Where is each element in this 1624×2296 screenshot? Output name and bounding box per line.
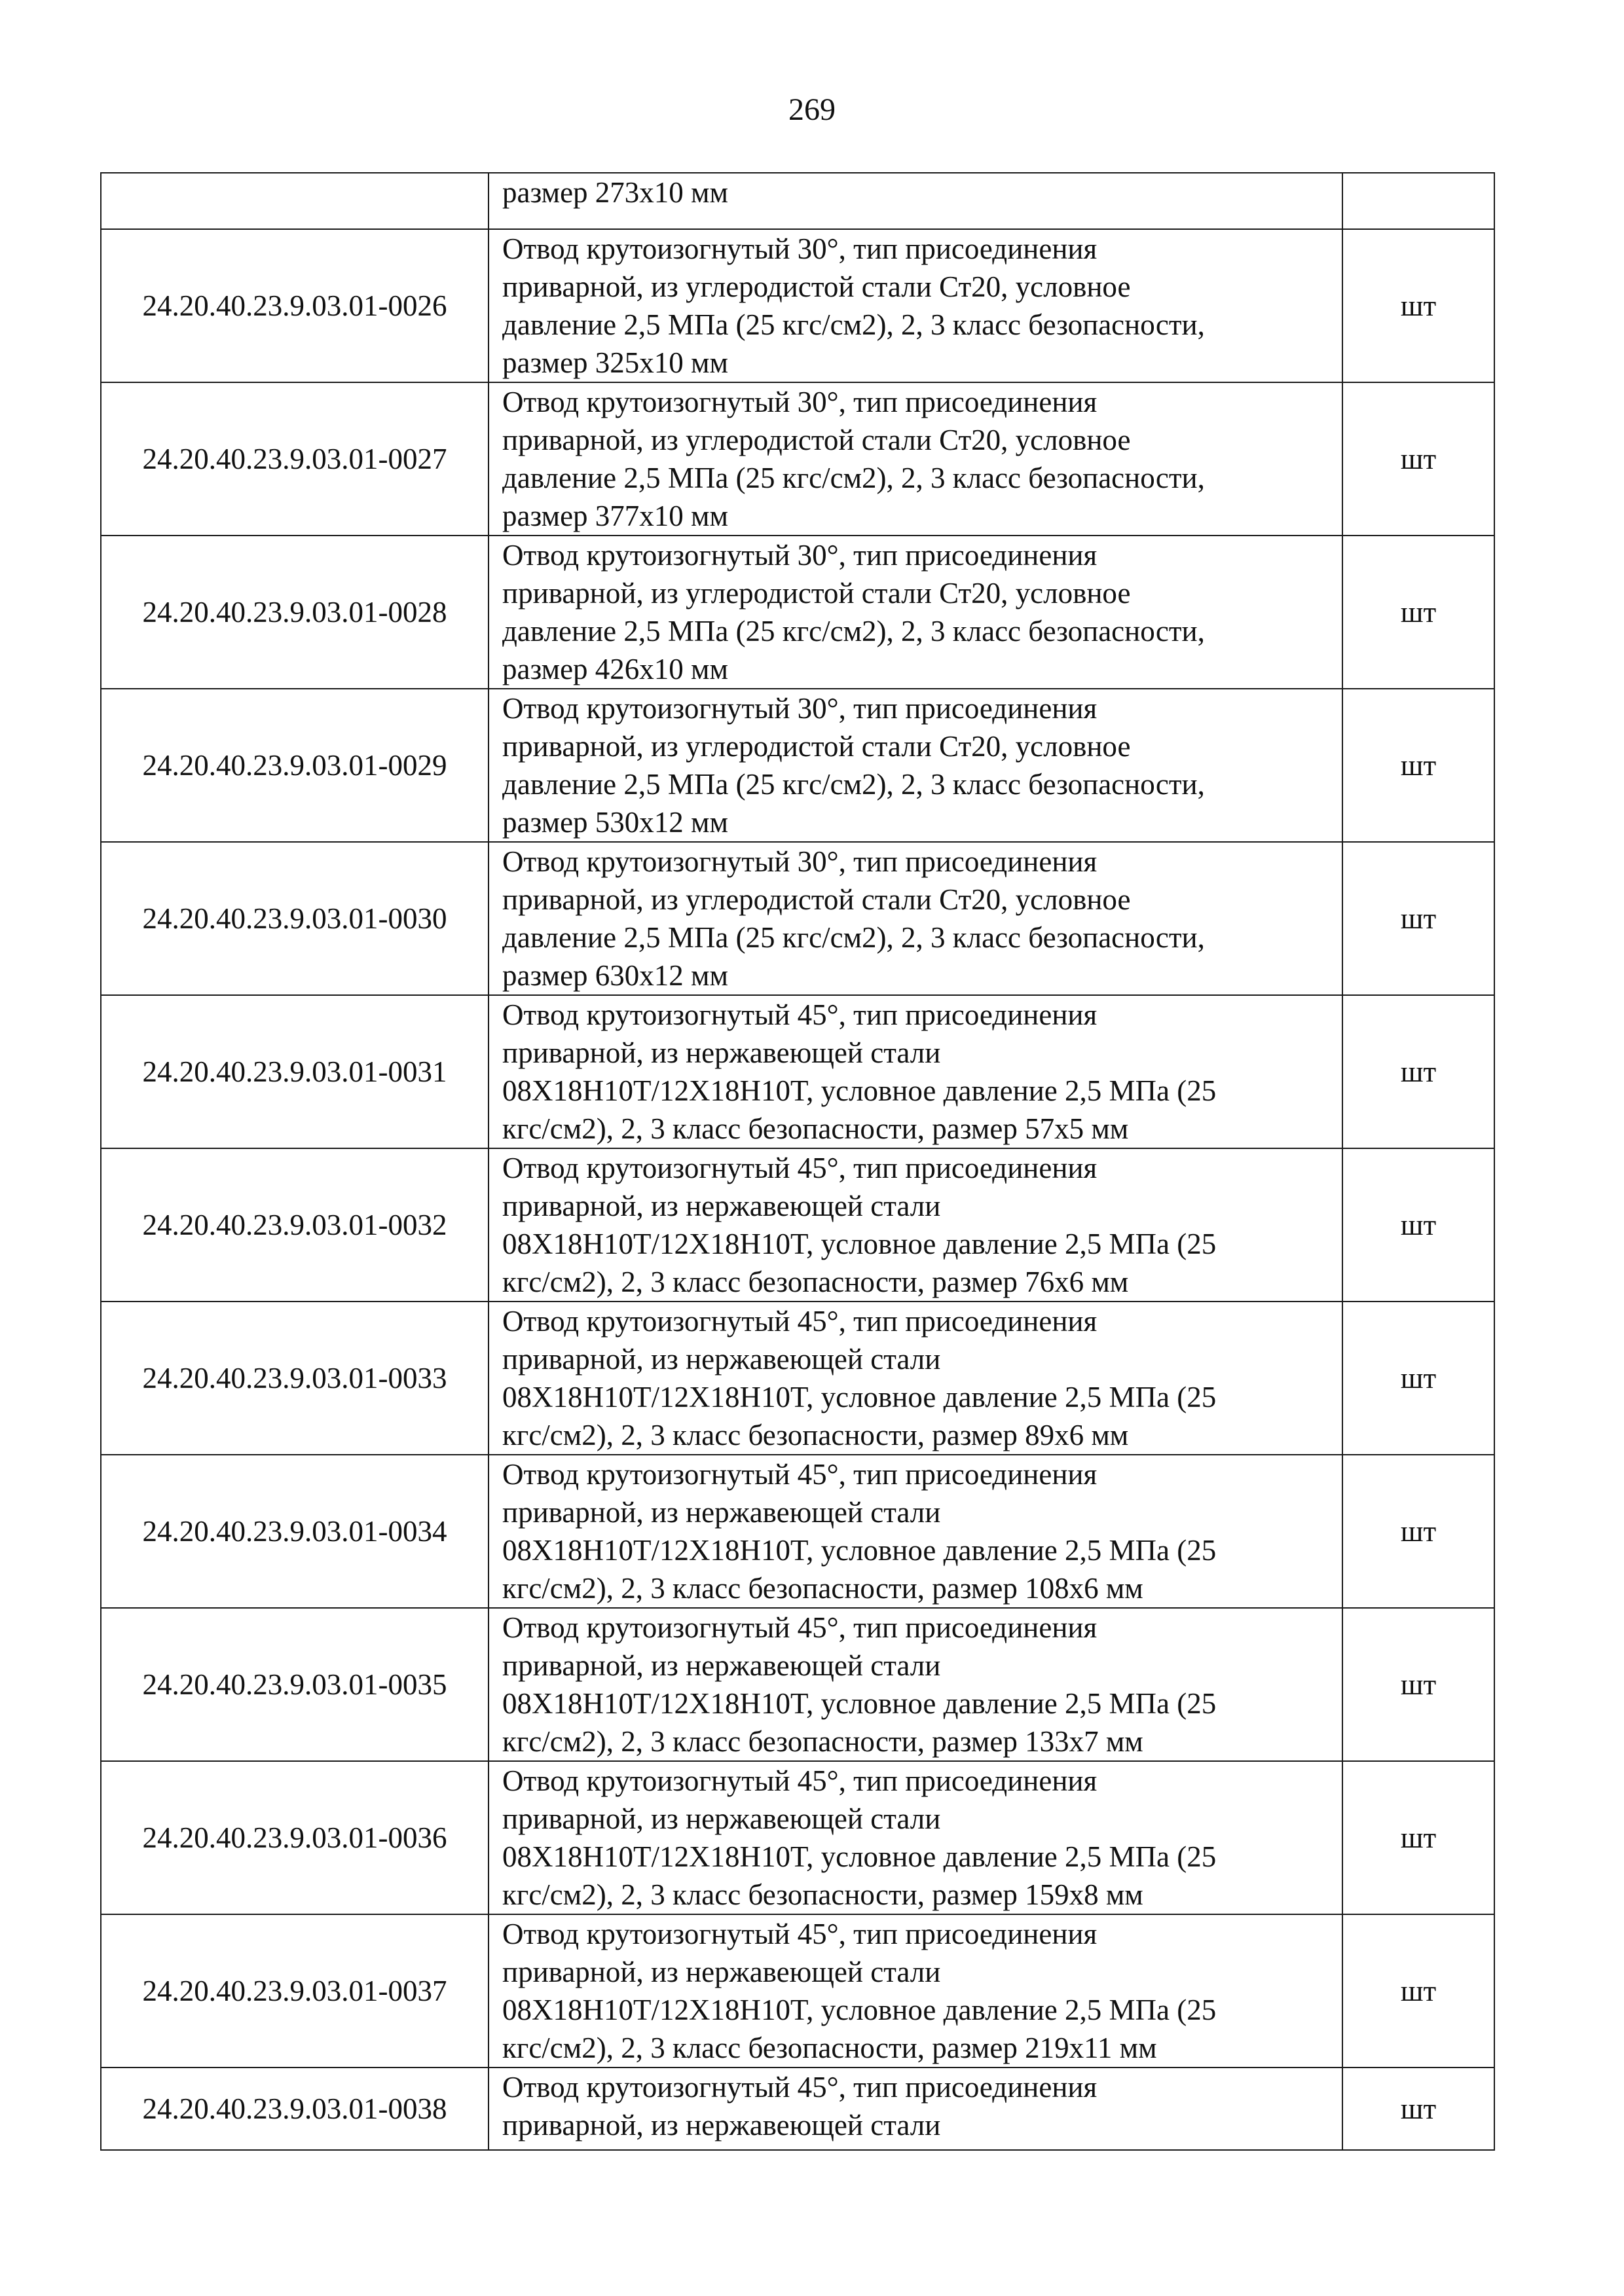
description-line: размер 377x10 мм <box>502 500 729 532</box>
description-line: 08X18H10T/12X18H10T, условное давление 2,5 МПа (25 <box>502 1994 1217 2026</box>
unit-cell: шт <box>1342 995 1494 1148</box>
description-line: Отвод крутоизогнутый 30°, тип присоединения <box>502 692 1098 725</box>
table-row <box>101 382 1494 536</box>
description-line: приварной, из углеродистой стали Ст20, условное <box>502 577 1131 610</box>
description-line: приварной, из нержавеющей стали <box>502 1496 941 1529</box>
table-row <box>101 1302 1494 1455</box>
item-description-cell <box>489 1914 1342 2068</box>
item-description-cell <box>489 1608 1342 1761</box>
unit-cell: шт <box>1342 536 1494 689</box>
item-description-cell <box>489 1148 1342 1302</box>
description-line: 08X18H10T/12X18H10T, условное давление 2,5 МПа (25 <box>502 1228 1217 1260</box>
description-line: Отвод крутоизогнутый 45°, тип присоединения <box>502 1611 1098 1644</box>
description-line: кгс/см2), 2, 3 класс безопасности, размер 108x6 мм <box>502 1572 1143 1605</box>
description-line: приварной, из углеродистой стали Ст20, условное <box>502 730 1131 763</box>
unit-cell: шт <box>1342 1148 1494 1302</box>
unit-cell: шт <box>1342 689 1494 842</box>
page-number: 269 <box>788 92 836 127</box>
unit-cell: шт <box>1342 382 1494 536</box>
description-line: Отвод крутоизогнутый 30°, тип присоединения <box>502 845 1098 878</box>
item-description-cell <box>489 689 1342 842</box>
table-row <box>101 1455 1494 1608</box>
table-row <box>101 173 1494 229</box>
materials-table <box>100 172 1495 2151</box>
item-description-cell <box>489 995 1342 1148</box>
item-description-cell <box>489 1302 1342 1455</box>
description-line: Отвод крутоизогнутый 45°, тип присоединения <box>502 1305 1098 1338</box>
item-code-cell: 24.20.40.23.9.03.01-0033 <box>101 1302 489 1455</box>
table-row <box>101 1608 1494 1761</box>
description-line: Отвод крутоизогнутый 30°, тип присоединения <box>502 386 1098 418</box>
description-line: Отвод крутоизогнутый 45°, тип присоединения <box>502 2071 1098 2104</box>
table-row <box>101 995 1494 1148</box>
description-line: кгс/см2), 2, 3 класс безопасности, размер 89x6 мм <box>502 1419 1129 1451</box>
description-line: 08X18H10T/12X18H10T, условное давление 2,5 МПа (25 <box>502 1381 1217 1413</box>
description-line: Отвод крутоизогнутый 45°, тип присоединения <box>502 1918 1098 1950</box>
description-line: приварной, из углеродистой стали Ст20, условное <box>502 883 1131 916</box>
item-code-cell: 24.20.40.23.9.03.01-0032 <box>101 1148 489 1302</box>
description-line: приварной, из нержавеющей стали <box>502 1343 941 1376</box>
item-description-cell <box>489 536 1342 689</box>
item-description-cell <box>489 173 1342 229</box>
item-code-cell: 24.20.40.23.9.03.01-0028 <box>101 536 489 689</box>
item-description-cell <box>489 1761 1342 1914</box>
item-description-cell <box>489 382 1342 536</box>
description-line: приварной, из нержавеющей стали <box>502 1802 941 1835</box>
unit-cell <box>1342 173 1494 229</box>
description-line: размер 273x10 мм <box>502 176 729 209</box>
unit-cell: шт <box>1342 1761 1494 1914</box>
unit-cell: шт <box>1342 229 1494 382</box>
description-line: 08X18H10T/12X18H10T, условное давление 2,5 МПа (25 <box>502 1840 1217 1873</box>
item-code-cell: 24.20.40.23.9.03.01-0029 <box>101 689 489 842</box>
description-line: 08X18H10T/12X18H10T, условное давление 2,5 МПа (25 <box>502 1074 1217 1107</box>
description-line: давление 2,5 МПа (25 кгс/см2), 2, 3 класс безопасности, <box>502 921 1205 954</box>
item-code-cell: 24.20.40.23.9.03.01-0027 <box>101 382 489 536</box>
description-line: Отвод крутоизогнутый 45°, тип присоединения <box>502 1152 1098 1184</box>
item-description-cell <box>489 842 1342 995</box>
table-row <box>101 1914 1494 2068</box>
description-line: Отвод крутоизогнутый 45°, тип присоединения <box>502 998 1098 1031</box>
item-code-cell <box>101 173 489 229</box>
description-line: Отвод крутоизогнутый 30°, тип присоединения <box>502 232 1098 265</box>
item-code-cell: 24.20.40.23.9.03.01-0031 <box>101 995 489 1148</box>
item-description-cell <box>489 2068 1342 2150</box>
item-code-cell: 24.20.40.23.9.03.01-0030 <box>101 842 489 995</box>
item-description-cell <box>489 229 1342 382</box>
description-line: давление 2,5 МПа (25 кгс/см2), 2, 3 класс безопасности, <box>502 462 1205 494</box>
description-line: кгс/см2), 2, 3 класс безопасности, размер 76x6 мм <box>502 1266 1129 1298</box>
description-line: давление 2,5 МПа (25 кгс/см2), 2, 3 класс безопасности, <box>502 308 1205 341</box>
item-code-cell: 24.20.40.23.9.03.01-0037 <box>101 1914 489 2068</box>
table-row <box>101 689 1494 842</box>
description-line: приварной, из углеродистой стали Ст20, условное <box>502 424 1131 456</box>
description-line: давление 2,5 МПа (25 кгс/см2), 2, 3 класс безопасности, <box>502 615 1205 647</box>
unit-cell: шт <box>1342 1455 1494 1608</box>
description-line: приварной, из углеродистой стали Ст20, условное <box>502 270 1131 303</box>
table-row <box>101 536 1494 689</box>
table-row <box>101 1148 1494 1302</box>
description-line: Отвод крутоизогнутый 45°, тип присоединения <box>502 1458 1098 1491</box>
description-line: приварной, из нержавеющей стали <box>502 1190 941 1222</box>
description-line: давление 2,5 МПа (25 кгс/см2), 2, 3 класс безопасности, <box>502 768 1205 801</box>
description-line: размер 325x10 мм <box>502 346 729 379</box>
unit-cell: шт <box>1342 842 1494 995</box>
description-line: кгс/см2), 2, 3 класс безопасности, размер 159x8 мм <box>502 1878 1143 1911</box>
table-row <box>101 1761 1494 1914</box>
description-line: кгс/см2), 2, 3 класс безопасности, размер 219x11 мм <box>502 2032 1157 2064</box>
description-line: приварной, из нержавеющей стали <box>502 1956 941 1988</box>
item-description-cell <box>489 1455 1342 1608</box>
description-line: размер 530x12 мм <box>502 806 729 839</box>
unit-cell: шт <box>1342 2068 1494 2150</box>
description-line: приварной, из нержавеющей стали <box>502 2109 941 2141</box>
table-row <box>101 2068 1494 2150</box>
description-line: размер 426x10 мм <box>502 653 729 685</box>
unit-cell: шт <box>1342 1608 1494 1761</box>
item-code-cell: 24.20.40.23.9.03.01-0036 <box>101 1761 489 1914</box>
item-code-cell: 24.20.40.23.9.03.01-0026 <box>101 229 489 382</box>
description-line: Отвод крутоизогнутый 30°, тип присоединения <box>502 539 1098 572</box>
description-line: 08X18H10T/12X18H10T, условное давление 2,5 МПа (25 <box>502 1687 1217 1720</box>
description-line: приварной, из нержавеющей стали <box>502 1036 941 1069</box>
unit-cell: шт <box>1342 1914 1494 2068</box>
item-code-cell: 24.20.40.23.9.03.01-0035 <box>101 1608 489 1761</box>
description-line: размер 630x12 мм <box>502 959 729 992</box>
description-line: Отвод крутоизогнутый 45°, тип присоединения <box>502 1764 1098 1797</box>
item-code-cell: 24.20.40.23.9.03.01-0038 <box>101 2068 489 2150</box>
table-row <box>101 842 1494 995</box>
description-line: 08X18H10T/12X18H10T, условное давление 2,5 МПа (25 <box>502 1534 1217 1567</box>
description-line: кгс/см2), 2, 3 класс безопасности, размер 133x7 мм <box>502 1725 1143 1758</box>
description-line: кгс/см2), 2, 3 класс безопасности, размер 57x5 мм <box>502 1112 1129 1145</box>
table-row <box>101 229 1494 382</box>
description-line: приварной, из нержавеющей стали <box>502 1649 941 1682</box>
item-code-cell: 24.20.40.23.9.03.01-0034 <box>101 1455 489 1608</box>
unit-cell: шт <box>1342 1302 1494 1455</box>
table-body <box>101 173 1494 2150</box>
